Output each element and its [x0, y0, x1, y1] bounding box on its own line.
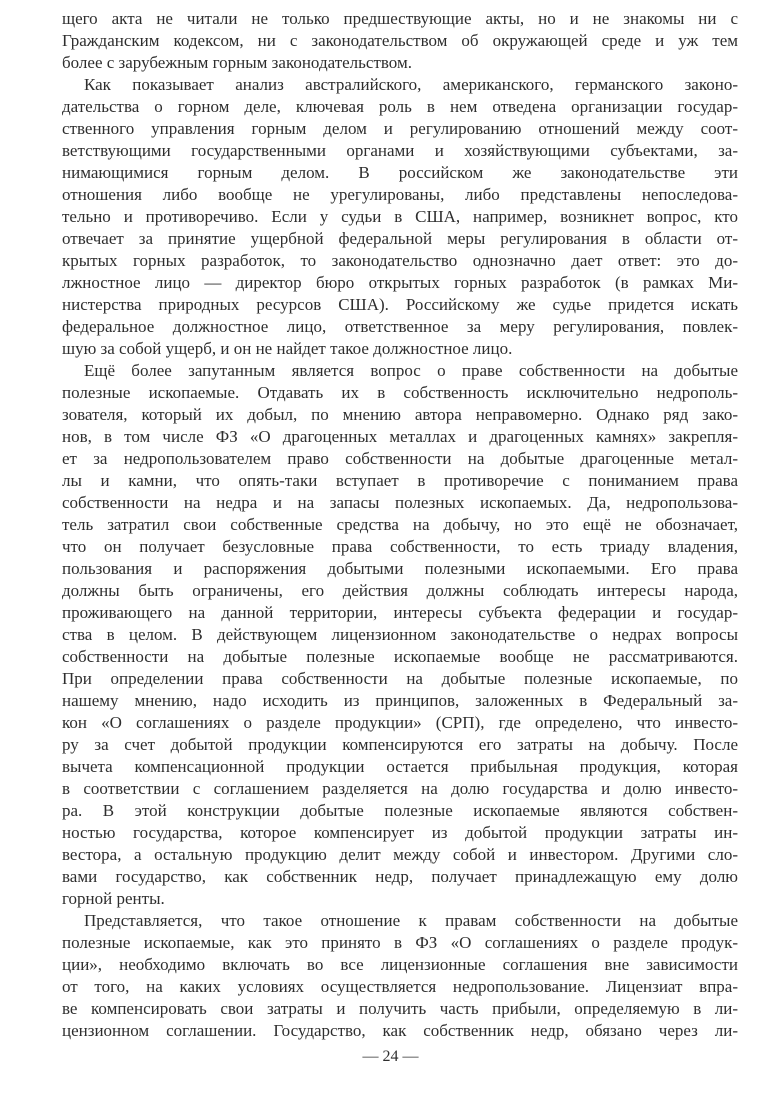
text-line: вестора, а остальную продукцию делит между собой и инвестором. Другими сло-: [62, 845, 738, 864]
text-line: нашему мнению, надо исходить из принципов, заложенных в Федеральный за-: [62, 691, 738, 710]
text-line: от того, на каких условиях осуществляется недропользование. Лицензиат впра-: [62, 977, 738, 996]
page-body: [62, 8, 738, 1042]
text-line: Как показывает анализ австралийского, американского, германского законо-: [84, 75, 738, 94]
text-line: крытых горных разработок, то законодательство однозначно дает ответ: это до-: [62, 251, 738, 270]
text-line: ве компенсировать свои затраты и получить часть прибыли, определяемую в ли-: [62, 999, 738, 1018]
text-line: кон «О соглашениях о разделе продукции» (СРП), где определено, что инвесто-: [62, 713, 738, 732]
text-line: горной ренты.: [62, 889, 165, 908]
paragraph: [62, 8, 738, 74]
page-number: — 24 —: [362, 1048, 419, 1065]
text-line: тель затратил свои собственные средства на добычу, но это ещё не обозначает,: [62, 515, 738, 534]
text-line: щего акта не читали не только предшествующие акты, но и не знакомы ни с: [62, 9, 738, 28]
text-line: пользования и распоряжения добытыми полезными ископаемыми. Его права: [62, 559, 738, 578]
text-line: тельно и противоречиво. Если у судьи в США, например, возникнет вопрос, кто: [62, 207, 738, 226]
text-line: вами государство, как собственник недр, получает принадлежащую ему долю: [62, 867, 738, 886]
text-line: зователя, который их добыл, по мнению автора неправомерно. Однако ряд зако-: [62, 405, 738, 424]
text-line: в соответствии с соглашением разделяется на долю государства и долю инвесто-: [62, 779, 738, 798]
text-line: нистерства природных ресурсов США). Российскому же судье придется искать: [62, 295, 738, 314]
text-line: ностью государства, которое компенсирует из добытой продукции затраты ин-: [62, 823, 738, 842]
paragraph: [62, 360, 738, 910]
paragraph: [62, 74, 738, 360]
text-line: нимающимися горным делом. В российском же законодательстве эти: [62, 163, 738, 182]
text-line: нов, в том числе ФЗ «О драгоценных металлах и драгоценных камнях» закрепля-: [62, 427, 738, 446]
text-line: ра. В этой конструкции добытые полезные ископаемые являются собствен-: [62, 801, 738, 820]
text-line: лжностное лицо — директор бюро открытых горных разработок (в рамках Ми-: [62, 273, 738, 292]
text-line: шую за собой ущерб, и он не найдет такое должностное лицо.: [62, 339, 513, 358]
text-line: проживающего на данной территории, интересы субъекта федерации и государ-: [62, 603, 738, 622]
text-line: ции», необходимо включать во все лицензионные соглашения вне зависимости: [62, 955, 738, 974]
text-line: лы и камни, что опять-таки вступает в противоречие с пониманием права: [62, 471, 738, 490]
paragraph: [62, 910, 738, 1042]
text-line: ет за недропользователем право собственности на добытые драгоценные метал-: [62, 449, 738, 468]
text-line: более с зарубежным горным законодательством.: [62, 53, 412, 72]
text-line: Представляется, что такое отношение к правам собственности на добытые: [84, 911, 738, 930]
text-line: должны быть ограничены, его действия должны соблюдать интересы народа,: [62, 581, 738, 600]
text-line: ру за счет добытой продукции компенсируются его затраты на добычу. После: [62, 735, 738, 754]
text-line: ственного управления горным делом и регулированию отношений между соот-: [62, 119, 738, 138]
text-line: При определении права собственности на добытые полезные ископаемые, по: [62, 669, 738, 688]
text-line: цензионном соглашении. Государство, как собственник недр, обязано через ли-: [62, 1021, 738, 1040]
text-line: полезные ископаемые, как это принято в ФЗ «О соглашениях о разделе продук-: [62, 933, 738, 952]
text-line: Гражданским кодексом, ни с законодательством об окружающей среде и уж тем: [62, 31, 738, 50]
text-line: полезные ископаемые. Отдавать их в собственность исключительно недрополь-: [62, 383, 738, 402]
text-line: собственности на добытые полезные ископаемые вообще не рассматриваются.: [62, 647, 738, 666]
text-line: дательства о горном деле, ключевая роль в нем отведена организации государ-: [62, 97, 738, 116]
text-line: что он получает безусловные права собственности, то есть триаду владения,: [62, 537, 738, 556]
text-line: собственности на недра и на запасы полезных ископаемых. Да, недропользова-: [62, 493, 738, 512]
text-line: ветствующими государственными органами и хозяйствующими субъектами, за-: [62, 141, 738, 160]
text-line: Ещё более запутанным является вопрос о праве собственности на добытые: [84, 361, 738, 380]
text-line: отвечает за принятие ущербной федеральной меры регулирования в области от-: [62, 229, 738, 248]
text-line: ства в целом. В действующем лицензионном законодательстве о недрах вопросы: [62, 625, 738, 644]
text-line: вычета компенсационной продукции остается прибыльная продукция, которая: [62, 757, 738, 776]
text-line: отношения либо вообще не урегулированы, либо представлены непоследова-: [62, 185, 738, 204]
text-line: федеральное должностное лицо, ответственное за меру регулирования, повлек-: [62, 317, 738, 336]
